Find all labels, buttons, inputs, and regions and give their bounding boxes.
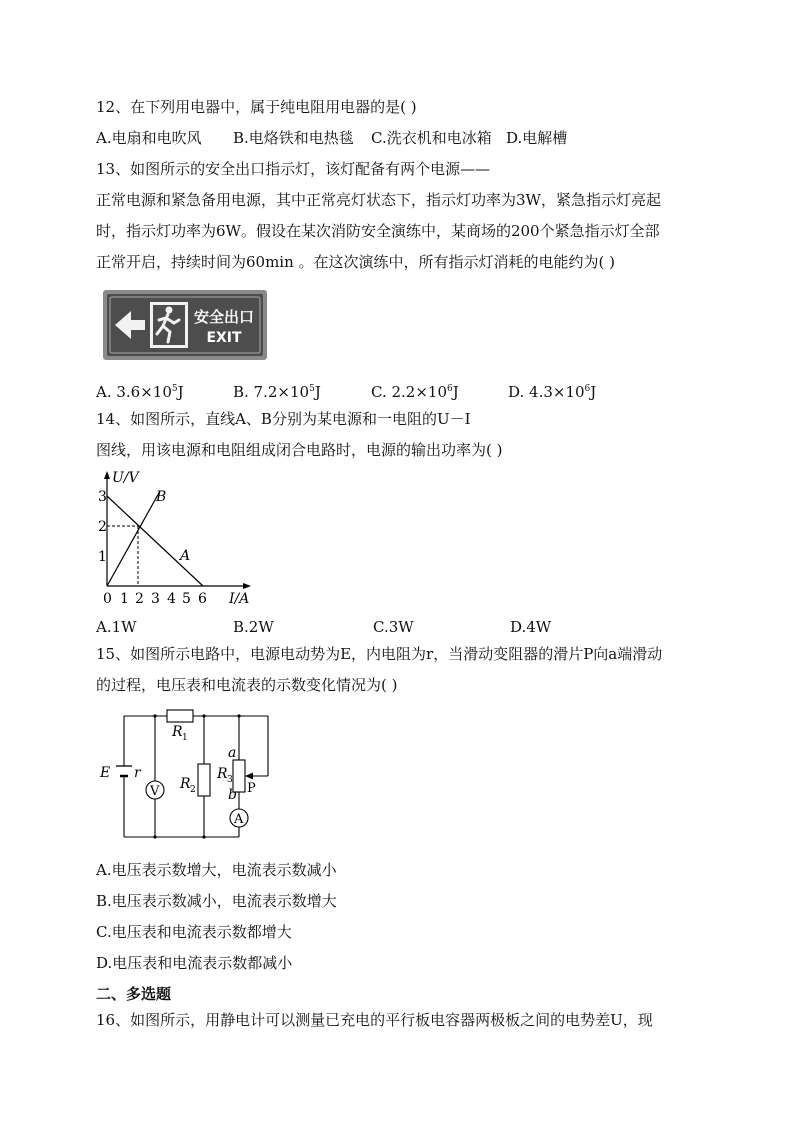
r2-label	[179, 776, 196, 795]
r1-label	[171, 724, 188, 743]
y-tick-1: 1	[98, 549, 107, 565]
q15-option-d: D.电压表和电流表示数都减小	[96, 954, 293, 972]
q12-option-b: B.电烙铁和电热毯	[233, 129, 354, 147]
q13-option-c: C. 2.2×106J	[371, 383, 459, 401]
emf-label: E	[100, 765, 111, 781]
q13-line-1: 13、如图所示的安全出口指示灯，该灯配备有两个电源——	[96, 160, 491, 178]
q13-option-d: D. 4.3×106J	[508, 383, 597, 401]
line-a-label: A	[180, 548, 191, 564]
q13-options	[96, 379, 596, 402]
q13-option-a: A. 3.6×105J	[96, 383, 184, 401]
q16-line-1: 16、如图所示，用静电计可以测量已充电的平行板电容器两极板之间的电势差U，现	[96, 1011, 653, 1029]
q12-option-a: A.电扇和电吹风	[96, 129, 202, 147]
q14-option-b: B.2W	[233, 618, 274, 636]
svg-text:R: R	[217, 766, 228, 782]
x-tick-1: 1	[120, 591, 129, 607]
svg-text:R: R	[180, 776, 191, 792]
line-a	[107, 496, 203, 586]
x-tick-3: 3	[151, 591, 160, 607]
q15-option-b: B.电压表示数减小，电流表示数增大	[96, 892, 337, 910]
internal-resistance-label: r	[134, 765, 141, 781]
slider-p-label: P	[247, 781, 256, 796]
section-title: 二、多选题	[96, 985, 172, 1003]
y-tick-2: 2	[98, 519, 107, 535]
x-axis-label: I/A	[229, 591, 250, 607]
line-b-label: B	[156, 489, 167, 505]
svg-text:2: 2	[190, 785, 196, 795]
q12-stem: 12、在下列用电器中，属于纯电阻用电器的是( )	[96, 98, 417, 116]
svg-text:3: 3	[227, 775, 233, 785]
q14-option-d: D.4W	[510, 618, 552, 636]
u-i-graph	[96, 468, 256, 608]
svg-text:1: 1	[182, 733, 188, 743]
q15-line-2: 的过程，电压表和电流表的示数变化情况为( )	[96, 676, 398, 694]
exit-sign-figure	[103, 290, 267, 360]
q13-line-2: 正常电源和紧急备用电源，其中正常亮灯状态下，指示灯功率为3W，紧急指示灯亮起	[96, 191, 661, 209]
q15-option-a: A.电压表示数增大，电流表示数减小	[96, 861, 337, 879]
q14-option-c: C.3W	[373, 618, 414, 636]
running-man-icon	[150, 302, 188, 348]
q13-line-3: 时，指示灯功率为6W。假设在某次消防安全演练中，某商场的200个紧急指示灯全部	[96, 222, 660, 240]
y-tick-3: 3	[98, 489, 107, 505]
q13-line-4: 正常开启，持续时间为60min 。在这次演练中，所有指示灯消耗的电能约为( )	[96, 253, 616, 271]
voltmeter-symbol: V	[150, 784, 160, 799]
q13-option-b: B. 7.2×105J	[233, 383, 321, 401]
ammeter-symbol: A	[234, 812, 244, 827]
q12-option-c: C.洗衣机和电冰箱	[371, 129, 492, 147]
x-tick-0: 0	[103, 591, 112, 607]
svg-text:R: R	[172, 724, 183, 740]
q12-option-d: D.电解槽	[506, 129, 568, 147]
q12-options	[96, 128, 567, 148]
exit-sign-en-text: EXIT	[206, 330, 242, 346]
terminal-b-label: b	[228, 787, 237, 803]
x-tick-2: 2	[135, 591, 144, 607]
exit-sign-cn-text: 安全出口	[193, 308, 255, 326]
x-tick-5: 5	[182, 591, 191, 607]
q15-option-c: C.电压表和电流表示数都增大	[96, 923, 292, 941]
x-tick-6: 6	[198, 591, 207, 607]
circuit-diagram	[96, 705, 281, 840]
r3-label	[216, 766, 233, 785]
y-axis-label: U/V	[112, 470, 139, 486]
q15-line-1: 15、如图所示电路中，电源电动势为E，内电阻为r，当滑动变阻器的滑片P向a端滑动	[96, 645, 663, 663]
q14-line-2: 图线，用该电源和电阻组成闭合电路时，电源的输出功率为( )	[96, 441, 503, 459]
terminal-a-label: a	[228, 745, 237, 761]
x-tick-4: 4	[167, 591, 176, 607]
q14-option-a: A.1W	[96, 618, 137, 636]
q14-line-1: 14、如图所示，直线A、B分别为某电源和一电阻的U－I	[96, 410, 471, 428]
q14-options	[96, 617, 551, 637]
